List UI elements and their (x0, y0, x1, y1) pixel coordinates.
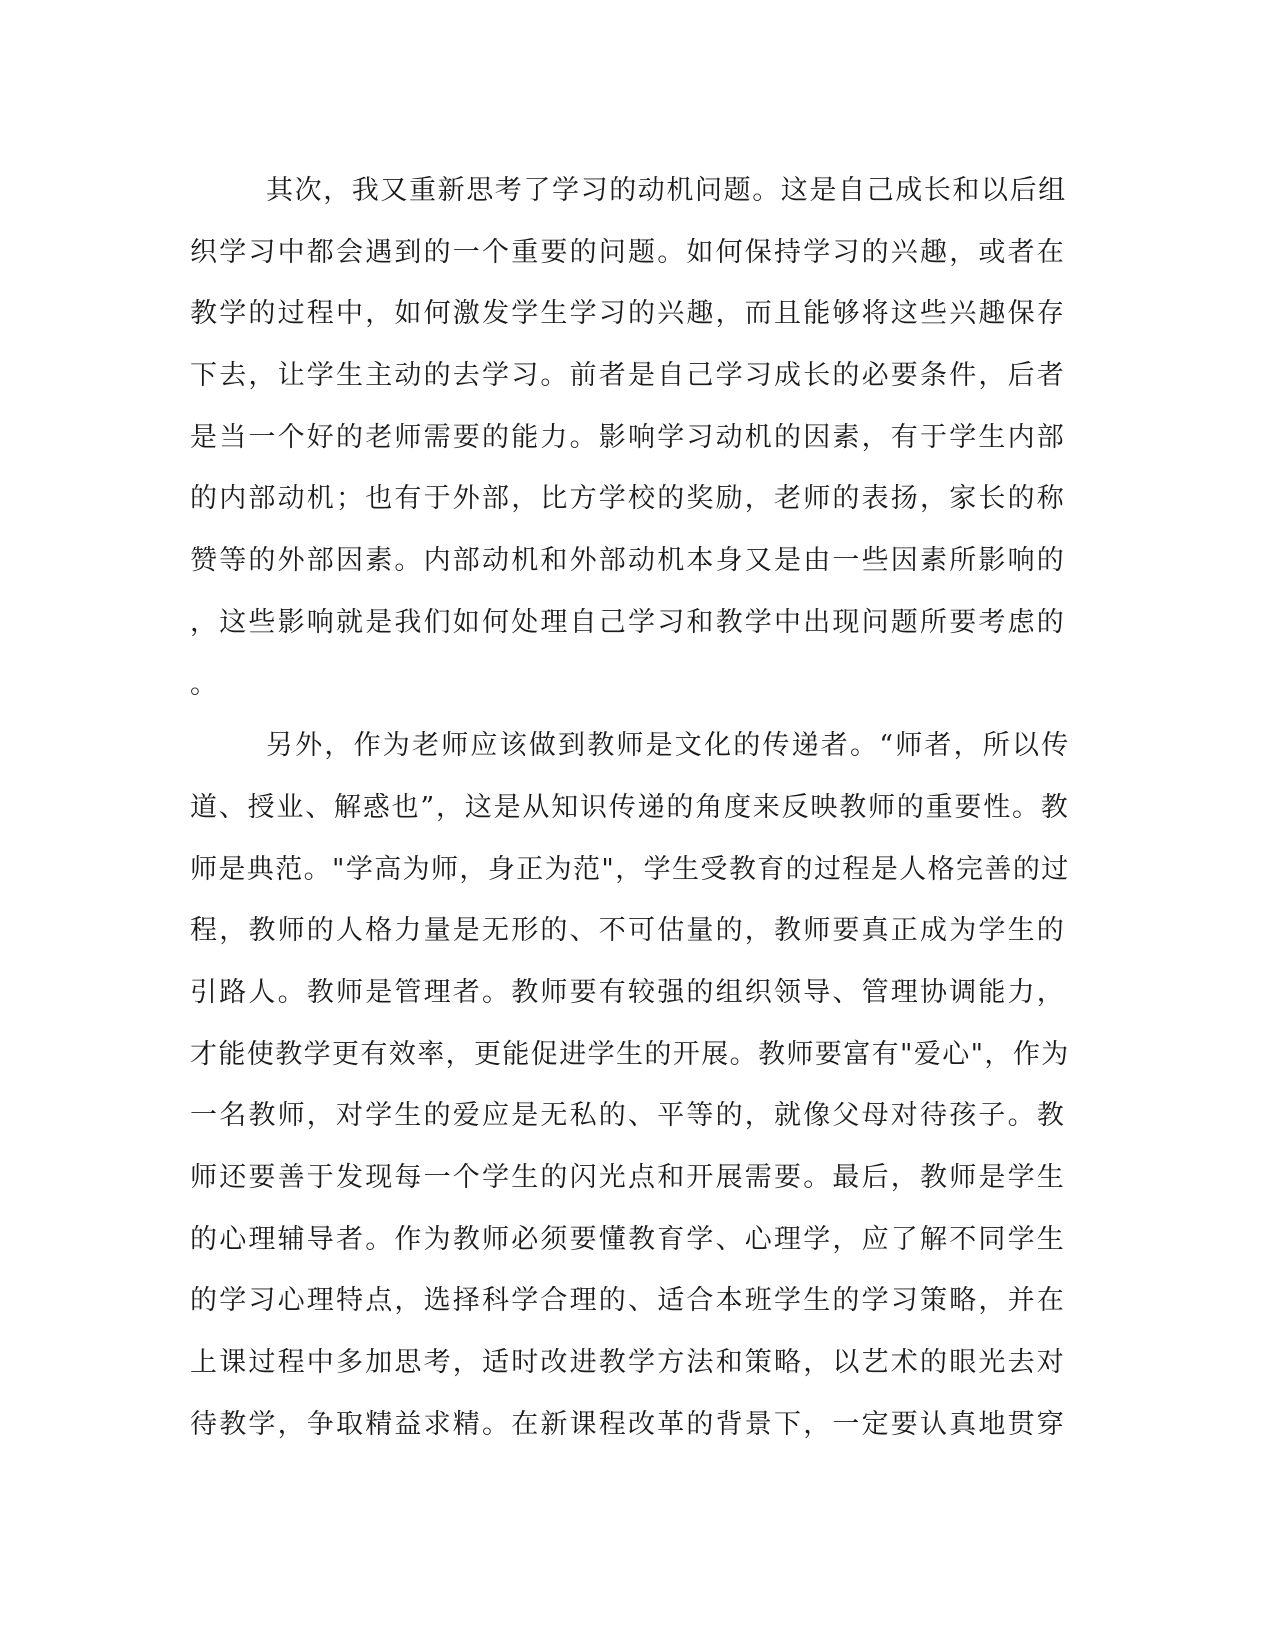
text-line: 道、授业、解惑也”，这是从知识传递的角度来反映教师的重要性。教 (190, 791, 1070, 823)
text-line: 待教学，争取精益求精。在新课程改革的背景下，一定要认真地贯穿 (190, 1408, 1066, 1440)
text-line: 师是典范。"学高为师，身正为范"，学生受教育的过程是人格完善的过 (190, 853, 1070, 885)
text-line: 另外，作为老师应该做到教师是文化的传递者。“师者，所以传 (266, 730, 1071, 762)
text-line: 程，教师的人格力量是无形的、不可估量的，教师要真正成为学生的 (190, 915, 1066, 947)
text-line: 赞等的外部因素。内部动机和外部动机本身又是由一些因素所影响的 (190, 545, 1066, 577)
paragraph-motivation (190, 160, 1070, 715)
text-line: 。 (190, 668, 221, 700)
text-line: 的学习心理特点，选择科学合理的、适合本班学生的学习策略，并在 (190, 1285, 1066, 1317)
text-line: 上课过程中多加思考，适时改进教学方法和策略，以艺术的眼光去对 (190, 1347, 1066, 1379)
body-text (190, 160, 1070, 1455)
text-line: 一名教师，对学生的爱应是无私的、平等的，就像父母对待孩子。教 (190, 1100, 1066, 1132)
text-line: 的心理辅导者。作为教师必须要懂教育学、心理学，应了解不同学生 (190, 1223, 1066, 1255)
text-line: 才能使教学更有效率，更能促进学生的开展。教师要富有"爱心"，作为 (190, 1038, 1070, 1070)
text-line: ，这些影响就是我们如何处理自己学习和教学中出现问题所要考虑的 (190, 606, 1066, 638)
text-line: 其次，我又重新思考了学习的动机问题。这是自己成长和以后组 (266, 175, 1067, 206)
text-line: 织学习中都会遇到的一个重要的问题。如何保持学习的兴趣，或者在 (190, 236, 1066, 268)
text-line: 的内部动机；也有于外部，比方学校的奖励，老师的表扬，家长的称 (190, 483, 1066, 515)
text-line: 下去，让学生主动的去学习。前者是自己学习成长的必要条件，后者 (190, 360, 1066, 392)
text-line: 师还要善于发现每一个学生的闪光点和开展需要。最后，教师是学生 (190, 1162, 1066, 1193)
paragraph-teacher-roles (190, 715, 1070, 1455)
text-line: 教学的过程中，如何激发学生学习的兴趣，而且能够将这些兴趣保存 (190, 298, 1066, 330)
text-line: 是当一个好的老师需要的能力。影响学习动机的因素，有于学生内部 (190, 421, 1066, 453)
text-line: 引路人。教师是管理者。教师要有较强的组织领导、管理协调能力， (190, 976, 1066, 1008)
